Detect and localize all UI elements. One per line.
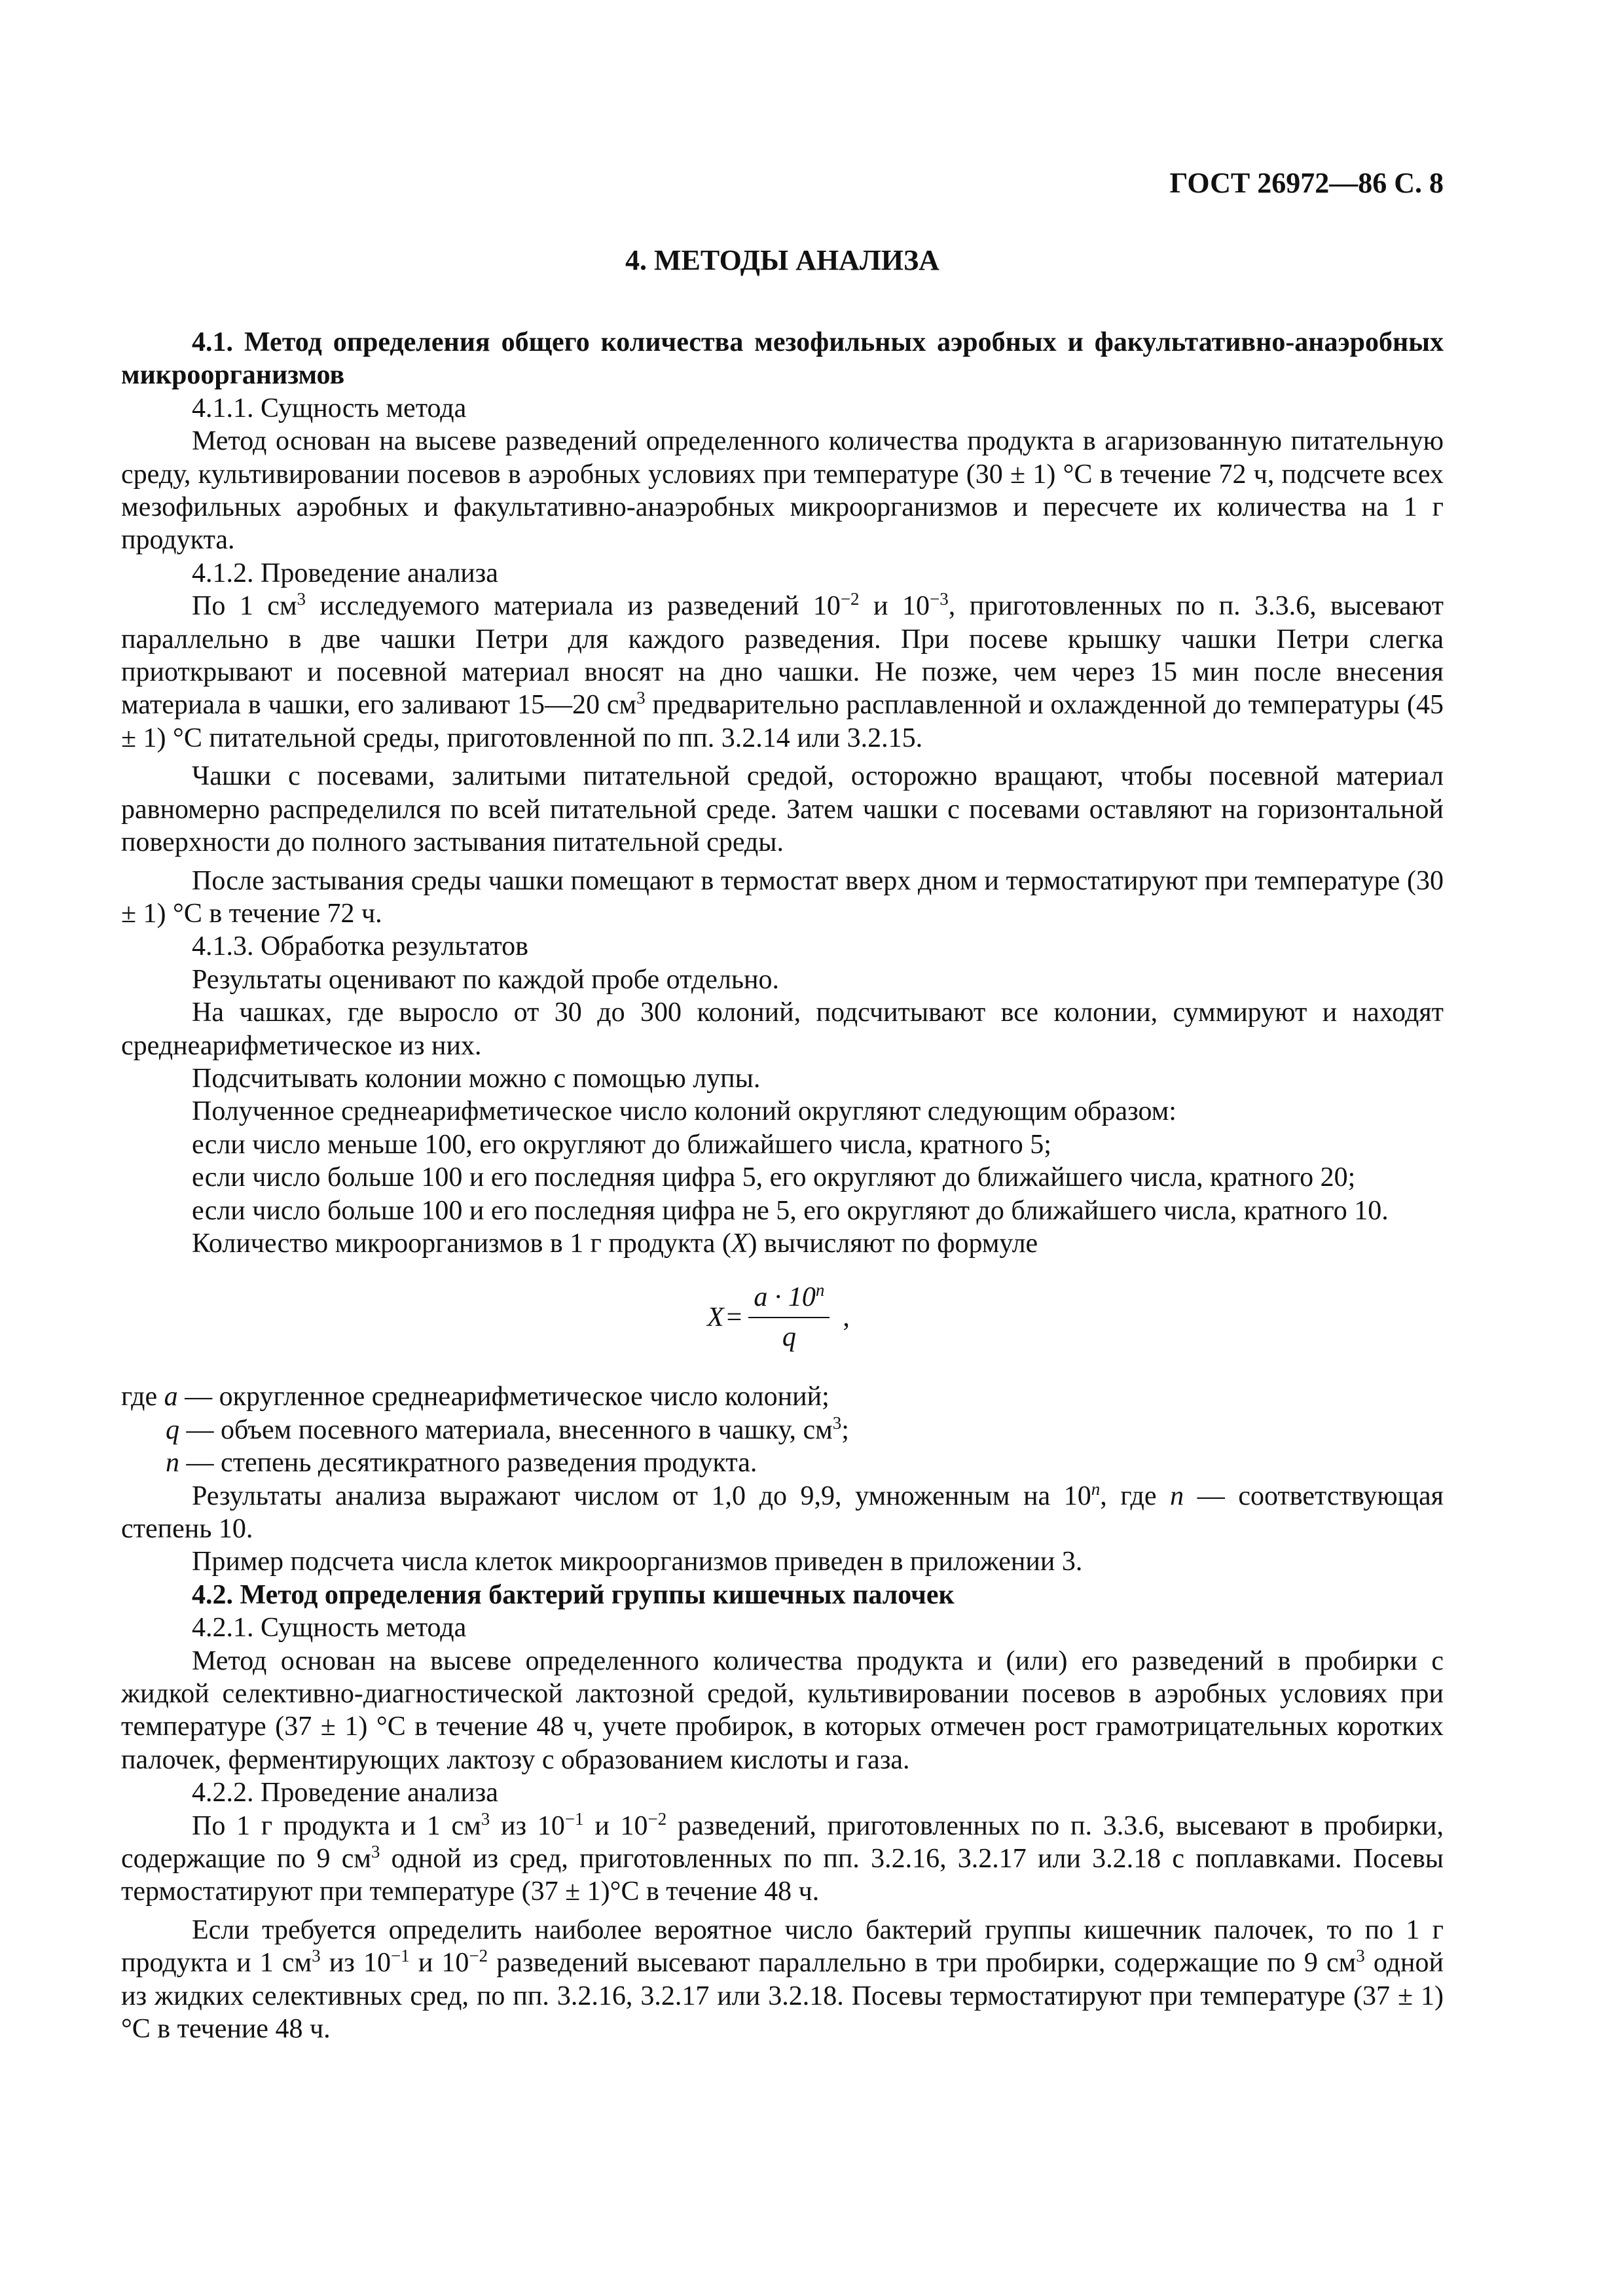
paragraph: если число меньше 100, его округляют до ближайшего числа, кратного 5; — [192, 1129, 1051, 1160]
legend-line: q — объем посевного материала, внесенного в чашку, $см^3$; — [166, 1412, 849, 1445]
legend-line: n — степень десятикратного разведения продукта. — [166, 1448, 757, 1479]
clause-title-4-2-1: 4.2.1. Сущность метода — [192, 1613, 467, 1643]
clause-title-4-2-2: 4.2.2. Проведение анализа — [192, 1778, 498, 1808]
formula-lhs: X — [707, 1302, 724, 1333]
paragraph: По 1 $см^3$ исследуемого материала из разведений $10^{-2}$ и $10^{-3}$, приготовленных по п. 3.3.6, высевают параллельно в две чашки Петри для каждого разведения. При посеве крышку чашки Петри слегка приоткрывают и посевной материал вносят на дно чашки. Не позже, чем через 15 мин после внесения материала в чашки, его заливают 15—20 $см^3$ предварительно расплавленной и охлажденной до температуры (45 ± 1) °С питательной среды, приготовленной по пп. 3.2.14 или 3.2.15. — [121, 589, 1444, 753]
formula — [121, 1274, 1444, 1372]
clause-title-4-1-3: 4.1.3. Обработка результатов — [192, 931, 529, 962]
subsection-title-4-1: 4.1. Метод определения общего количества мезофильных аэробных и факультативно-анаэробных микроорганизмов — [121, 327, 1444, 391]
section-title: 4. МЕТОДЫ АНАЛИЗА — [625, 244, 939, 276]
paragraph: если число больше 100 и его последняя цифра не 5, его округляют до ближайшего числа, кратного 10. — [192, 1195, 1389, 1226]
paragraph: Метод основан на высеве разведений определенного количества продукта в агаризованную питательную среду, культивировании посевов в аэробных условиях при температуре (30 ± 1) °С в течение 72 ч, подсчете всех мезофильных аэробных и факультативно-анаэробных микроорганизмов и пересчете их количества на 1 г продукта. — [121, 426, 1444, 556]
paragraph: если число больше 100 и его последняя цифра 5, его округляют до ближайшего числа, кратного 20; — [192, 1162, 1356, 1193]
paragraph: По 1 г продукта и 1 $см^3$ из $10^{-1}$ и $10^{-2}$ разведений, приготовленных по п. 3.3.6, высевают в пробирки, содержащие по 9 $см^3$ одной из сред, приготовленных по пп. 3.2.16, 3.2.17 или 3.2.18 с поплавками. Посевы термостатируют при температуре (37 ± 1)°С в течение 48 ч. — [121, 1808, 1444, 1907]
formula-equals: = — [726, 1302, 742, 1333]
subsection-title-4-2: 4.2. Метод определения бактерий группы кишечных палочек — [192, 1579, 955, 1610]
formula-tail: , — [843, 1302, 850, 1333]
paragraph: Метод основан на высеве определенного количества продукта и (или) его разведений в пробирки с жидкой селективно-диагностической лактозной средой, культивировании посевов в аэробных условиях при температуре (37 ± 1) °С в течение 48 ч, учете пробирок, в которых отмечен рост грамотрицательных коротких палочек, ферментирующих лактозу с образованием кислоты и газа. — [121, 1645, 1444, 1775]
legend-line: где a — округленное среднеарифметическое число колоний; — [121, 1382, 830, 1412]
clause-title-4-1-2: 4.1.2. Проведение анализа — [192, 558, 498, 588]
paragraph: Чашки с посевами, залитыми питательной средой, осторожно вращают, чтобы посевной материал равномерно распределился по всей питательной среде. Затем чашки с посевами оставляют на горизонтальной поверхности до полного застывания питательной среды. — [121, 761, 1444, 858]
paragraph: Результаты анализа выражают числом от 1,0 до 9,9, умноженным на 10$^n$, где n — соответствующая степень 10. — [121, 1479, 1444, 1544]
formula-numerator: $a \cdot 10^n$ — [748, 1281, 830, 1318]
paragraph: После застывания среды чашки помещают в термостат вверх дном и термостатируют при температуре (30 ± 1) °С в течение 72 ч. — [121, 865, 1444, 929]
paragraph: Если требуется определить наиболее вероятное число бактерий группы кишечник палочек, то по 1 г продукта и 1 $см^3$ из $10^{-1}$ и $10^{-2}$ разведений высевают параллельно в три пробирки, содержащие по 9 $см^3$ одной из жидких селективных сред, по пп. 3.2.16, 3.2.17 или 3.2.18. Посевы термостатируют при температуре (37 ± 1) °С в течение 48 ч. — [121, 1914, 1444, 2045]
formula-fraction — [748, 1281, 830, 1354]
page-header: ГОСТ 26972—86 С. 8 — [1169, 167, 1444, 199]
formula-denominator: q — [782, 1321, 796, 1352]
document-page — [121, 164, 1444, 2046]
paragraph: Полученное среднеарифметическое число колоний округляют следующим образом: — [192, 1096, 1176, 1127]
paragraph: На чашках, где выросло от 30 до 300 колоний, подсчитывают все колонии, суммируют и находят среднеарифметическое из них. — [121, 997, 1444, 1061]
paragraph: Пример подсчета числа клеток микроорганизмов приведен в приложении 3. — [192, 1547, 1083, 1577]
paragraph: Количество микроорганизмов в 1 г продукта (X) вычисляют по формуле — [192, 1228, 1038, 1259]
clause-title-4-1-1: 4.1.1. Сущность метода — [192, 393, 467, 423]
paragraph: Подсчитывать колонии можно с помощью лупы. — [192, 1063, 761, 1094]
paragraph: Результаты оценивают по каждой пробе отдельно. — [192, 964, 780, 995]
